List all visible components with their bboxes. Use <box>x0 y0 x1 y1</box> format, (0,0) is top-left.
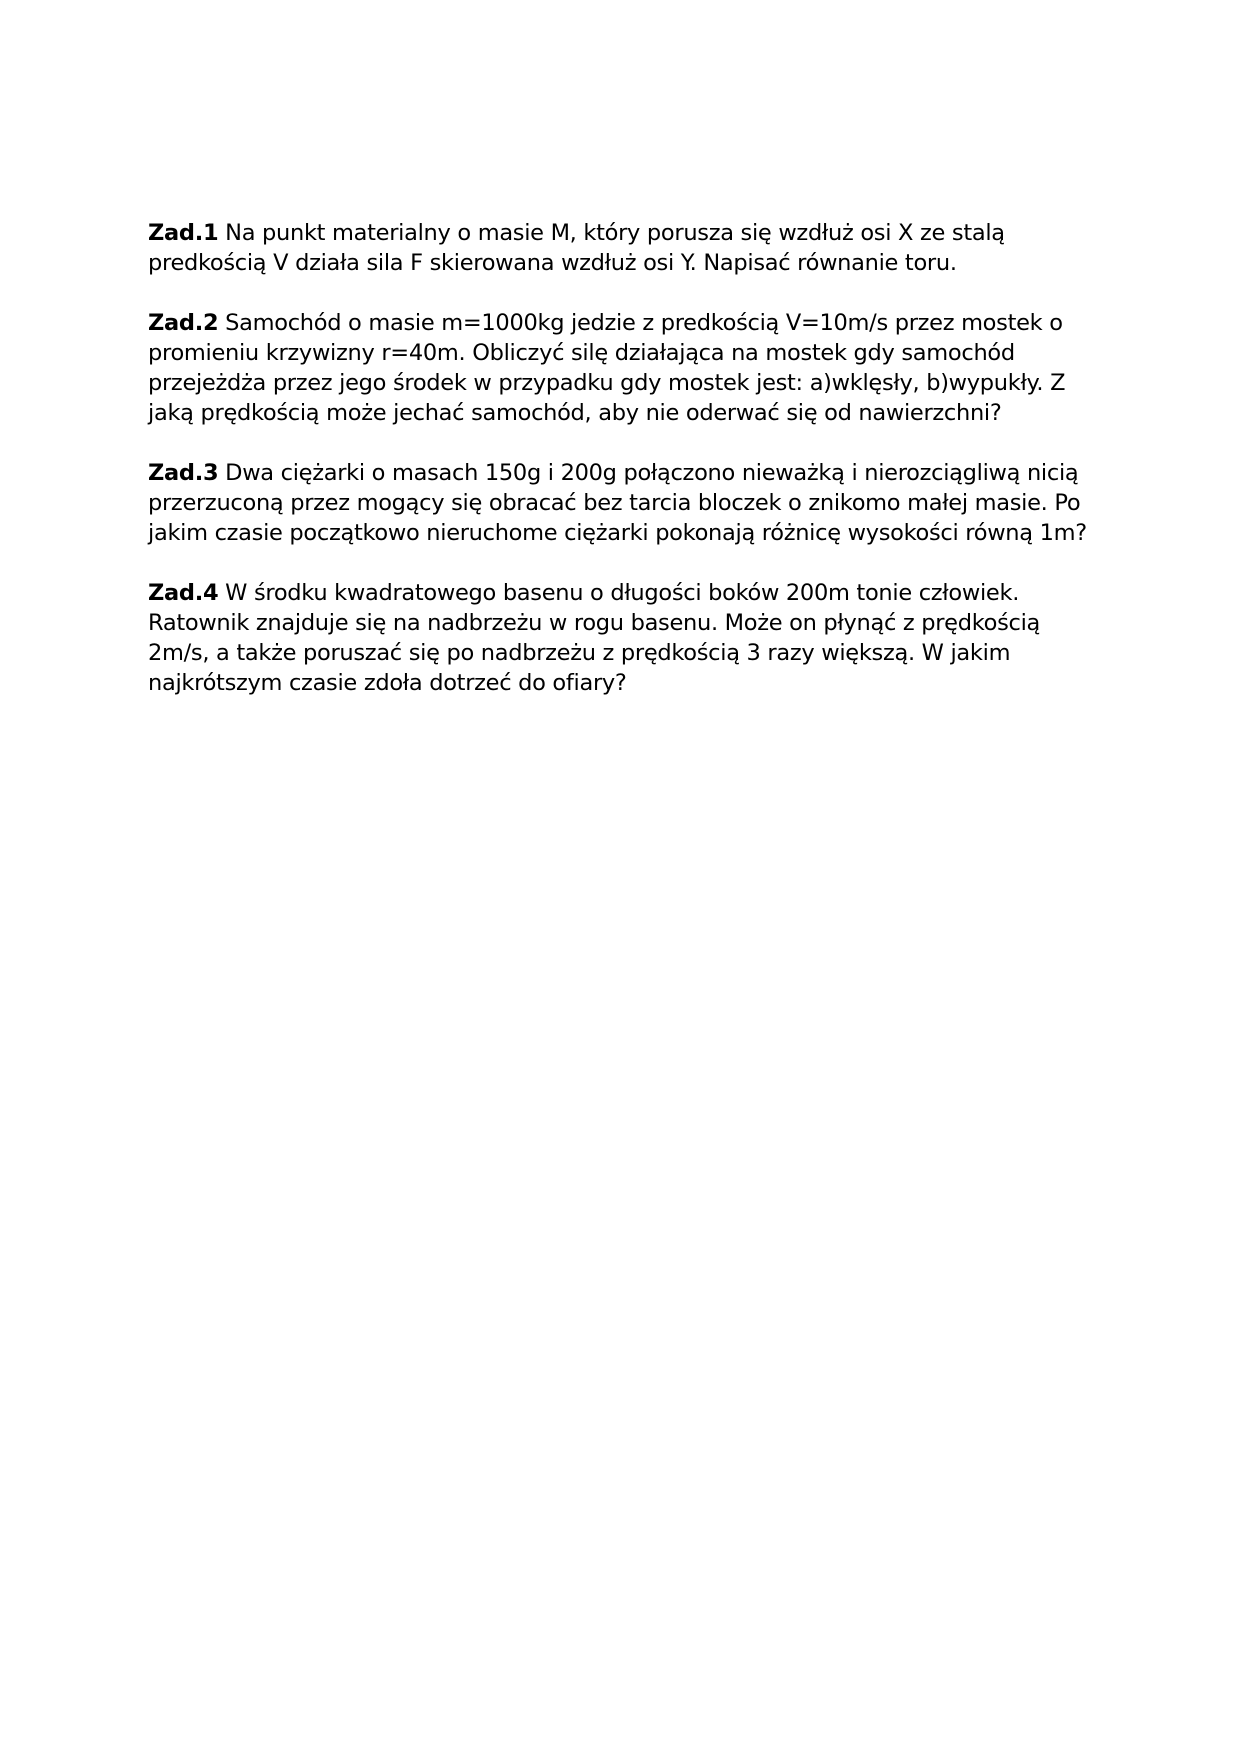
task-text: Samochód o masie m=1000kg jedzie z predkością V=10m/s przez mostek o <box>218 310 1063 336</box>
task-text: Na punkt materialny o masie M, który porusza się wzdłuż osi X ze stalą <box>218 220 1005 246</box>
task-line: przejeżdża przez jego środek w przypadku gdy mostek jest: a)wklęsły, b)wypukły. Z <box>148 370 1066 396</box>
task-label: Zad.3 <box>148 460 219 486</box>
task-line <box>148 458 1088 488</box>
task-line: jakim czasie początkowo nieruchome ciężarki pokonają różnicę wysokości równą 1m? <box>148 520 1087 546</box>
task-label: Zad.1 <box>148 220 219 246</box>
task-2 <box>148 308 1088 428</box>
task-line <box>148 578 1088 608</box>
task-list <box>148 218 1088 728</box>
task-text: Dwa ciężarki o masach 150g i 200g połączono nieważką i nierozciągliwą nicią <box>218 460 1079 486</box>
task-line: 2m/s, a także poruszać się po nadbrzeżu z prędkością 3 razy większą. W jakim <box>148 640 1011 666</box>
task-line: predkością V działa sila F skierowana wzdłuż osi Y. Napisać równanie toru. <box>148 250 957 276</box>
task-line <box>148 218 1088 248</box>
task-label: Zad.4 <box>148 580 219 606</box>
task-label: Zad.2 <box>148 310 219 336</box>
task-1 <box>148 218 1088 278</box>
task-line: przerzuconą przez mogący się obracać bez tarcia bloczek o znikomo małej masie. Po <box>148 490 1081 516</box>
task-3 <box>148 458 1088 548</box>
task-line <box>148 308 1088 338</box>
task-line: jaką prędkością może jechać samochód, aby nie oderwać się od nawierzchni? <box>148 400 1002 426</box>
task-line: promieniu krzywizny r=40m. Obliczyć silę działająca na mostek gdy samochód <box>148 340 1015 366</box>
task-line: Ratownik znajduje się na nadbrzeżu w rogu basenu. Może on płynąć z prędkością <box>148 610 1041 636</box>
task-4 <box>148 578 1088 698</box>
task-line: najkrótszym czasie zdoła dotrzeć do ofiary? <box>148 670 627 696</box>
task-text: W środku kwadratowego basenu o długości boków 200m tonie człowiek. <box>218 580 1020 606</box>
